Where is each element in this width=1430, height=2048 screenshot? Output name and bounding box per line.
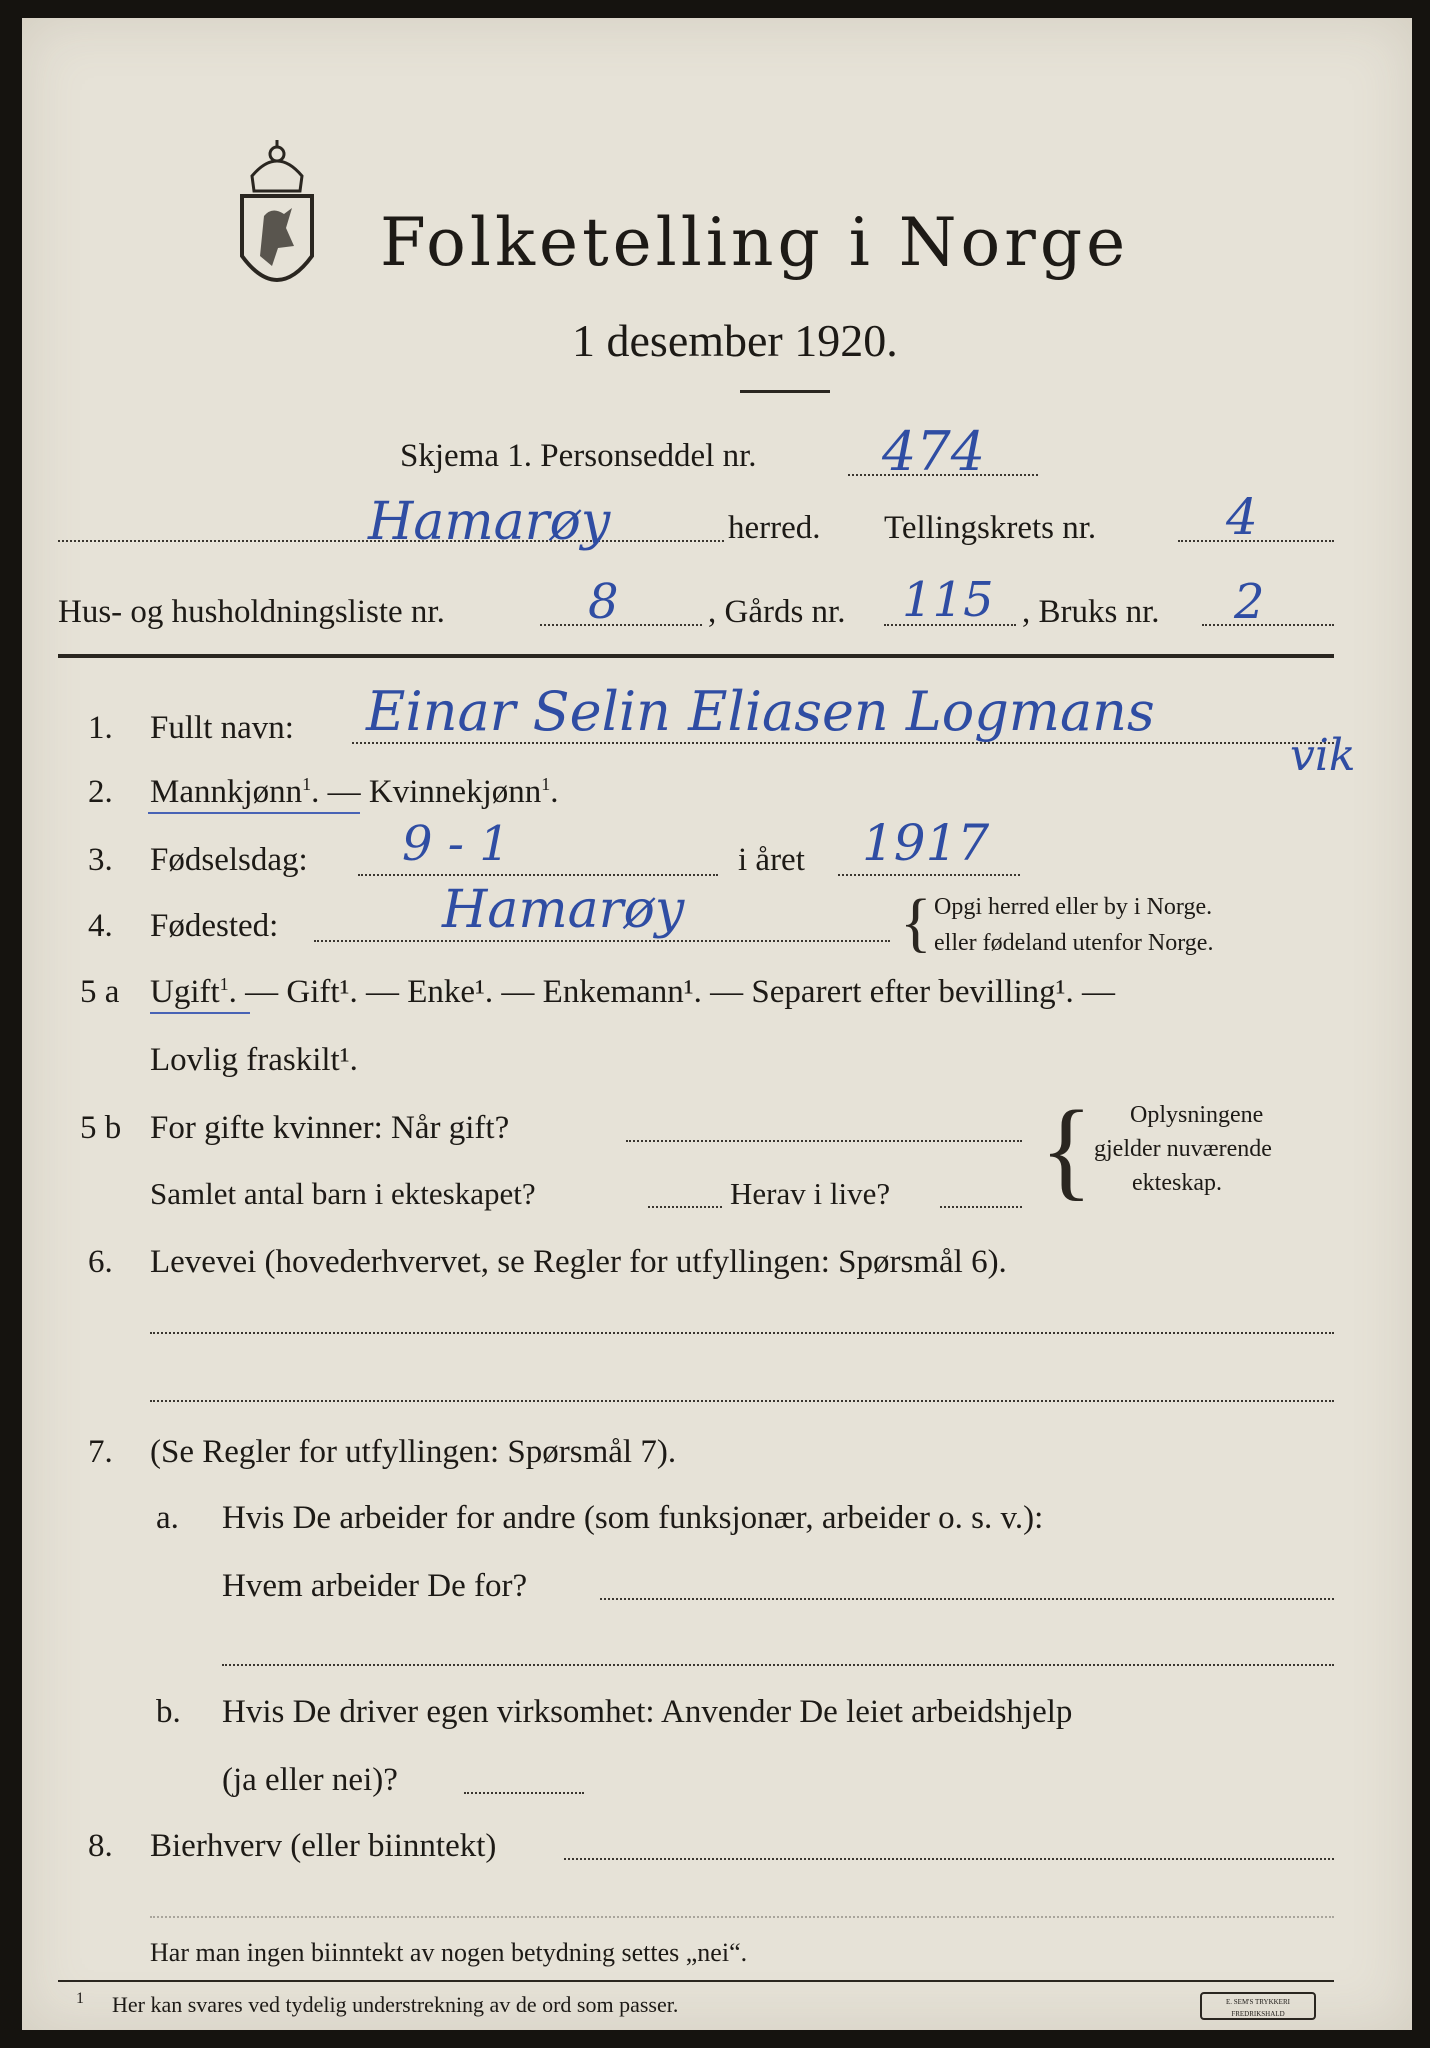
footnote-text: Her kan svares ved tydelig understrekning av de ord som passer. [112,1992,679,2017]
alive-label: Herav i live? [730,1176,891,1211]
gards-value: 115 [902,572,994,628]
printer-stamp: E. SEM'S TRYKKERI FREDRIKSHALD [1200,1992,1316,2020]
birthplace-value: Hamarøy [442,880,685,940]
q5b-note-line3: ekteskap. [1132,1170,1222,1196]
year-line [838,874,1020,876]
coat-of-arms-emblem [222,136,332,306]
q7a-question: Hvem arbeider De for? [222,1568,528,1604]
birthday-value: 9 - 1 [402,816,510,872]
header-divider [58,654,1334,658]
married-when-line [626,1140,1022,1142]
q6-answer-line-1 [150,1332,1334,1334]
form-title: Folketelling i Norge [380,204,1130,281]
gards-label: , Gårds nr. [708,594,846,630]
q7a-letter: a. [156,1500,179,1536]
q7a-answer-line-2 [222,1664,1334,1666]
census-date: 1 desember 1920. [572,315,898,366]
q5a-options [150,974,1115,1011]
q5b-number: 5 b [80,1110,122,1146]
footnote-ref-ugift: 1 [219,974,229,994]
q4-note-brace: { [900,886,932,959]
mannkjonn-underline [148,812,360,814]
q7b-answer-line [464,1792,584,1794]
children-line [648,1206,722,1208]
q5b-note-line1: Oplysningene [1130,1102,1264,1128]
q1-number: 1. [88,710,113,746]
q8-label: Bierhverv (eller biinntekt) [150,1828,497,1864]
footnote-ref-kvinnekjonn: 1 [541,774,551,794]
q7a-text: Hvis De arbeider for andre (som funksjonær, arbeider o. s. v.): [222,1500,1044,1536]
q4-note-line2: eller fødeland utenfor Norge. [934,930,1214,956]
herred-value: Hamarøy [368,492,611,552]
q8-number: 8. [88,1828,113,1864]
q7-label: (Se Regler for utfyllingen: Spørsmål 7). [150,1434,677,1470]
q7a-answer-line [600,1598,1334,1600]
q5a-line2: Lovlig fraskilt¹. [150,1042,358,1078]
alive-line [940,1206,1022,1208]
q3-number: 3. [88,842,113,878]
q4-number: 4. [88,908,113,944]
tellingskrets-value: 4 [1226,488,1258,546]
footer-note: Har man ingen biinntekt av nogen betydning settes „nei“. [150,1938,748,1967]
bruks-line [1202,624,1334,626]
footnote-ref-mannkjonn: 1 [302,774,312,794]
footer-divider [58,1980,1334,1982]
q1-label: Fullt navn: [150,710,294,746]
husliste-value: 8 [588,574,619,630]
q6-answer-line-2 [150,1400,1334,1402]
q6-number: 6. [88,1244,113,1280]
q4-label: Fødested: [150,908,279,944]
footnote-mark: 1 [76,1990,84,2007]
q7b-question: (ja eller nei)? [222,1762,398,1798]
q6-label: Levevei (hovederhvervet, se Regler for utfyllingen: Spørsmål 6). [150,1244,1007,1280]
herred-label: herred. [728,510,821,546]
ugift-underline [150,1012,250,1014]
q2-separator: . — [311,774,369,810]
q8-answer-line-2 [150,1916,1334,1918]
q4-note-line1: Opgi herred eller by i Norge. [934,894,1213,920]
q2-number: 2. [88,774,113,810]
birthplace-line [314,940,890,942]
birthday-line [358,874,718,876]
q5b-label: For gifte kvinner: Når gift? [150,1110,510,1146]
husliste-line [540,624,702,626]
q8-answer-line [564,1858,1334,1860]
q3-label: Fødselsdag: [150,842,308,878]
schema-number: 474 [882,420,986,483]
option-mannkjonn[interactable]: Mannkjønn [150,774,303,810]
birth-year-value: 1917 [862,814,990,872]
q5b-note-line2: gjelder nuværende [1094,1136,1272,1162]
schema-label: Skjema 1. Personseddel nr. [400,438,757,474]
bruks-value: 2 [1234,574,1265,630]
husliste-label: Hus- og husholdningsliste nr. [58,594,445,630]
full-name-value: Einar Selin Eliasen Logmans [366,680,1155,743]
q2-options [150,774,559,811]
census-form [22,18,1412,2030]
children-label: Samlet antal barn i ekteskapet? [150,1176,536,1211]
option-kvinnekjonn[interactable]: Kvinnekjønn [368,774,542,810]
tellingskrets-label: Tellingskrets nr. [884,510,1097,546]
q7-number: 7. [88,1434,113,1470]
q5a-number: 5 a [80,974,120,1010]
full-name-continued: vik [1290,730,1356,781]
option-ugift[interactable]: Ugift [150,974,220,1010]
q7b-text: Hvis De driver egen virksomhet: Anvender De leiet arbeidshjelp [222,1694,1073,1730]
title-divider [740,390,830,393]
q5a-other-options: . — Gift¹. — Enke¹. — Enkemann¹. — Separert efter bevilling¹. — [228,974,1116,1010]
bruks-label: , Bruks nr. [1022,594,1160,630]
q5b-note-brace: { [1040,1088,1093,1210]
q7b-letter: b. [156,1694,181,1730]
year-label: i året [738,842,805,878]
q2-end: . [550,774,559,810]
